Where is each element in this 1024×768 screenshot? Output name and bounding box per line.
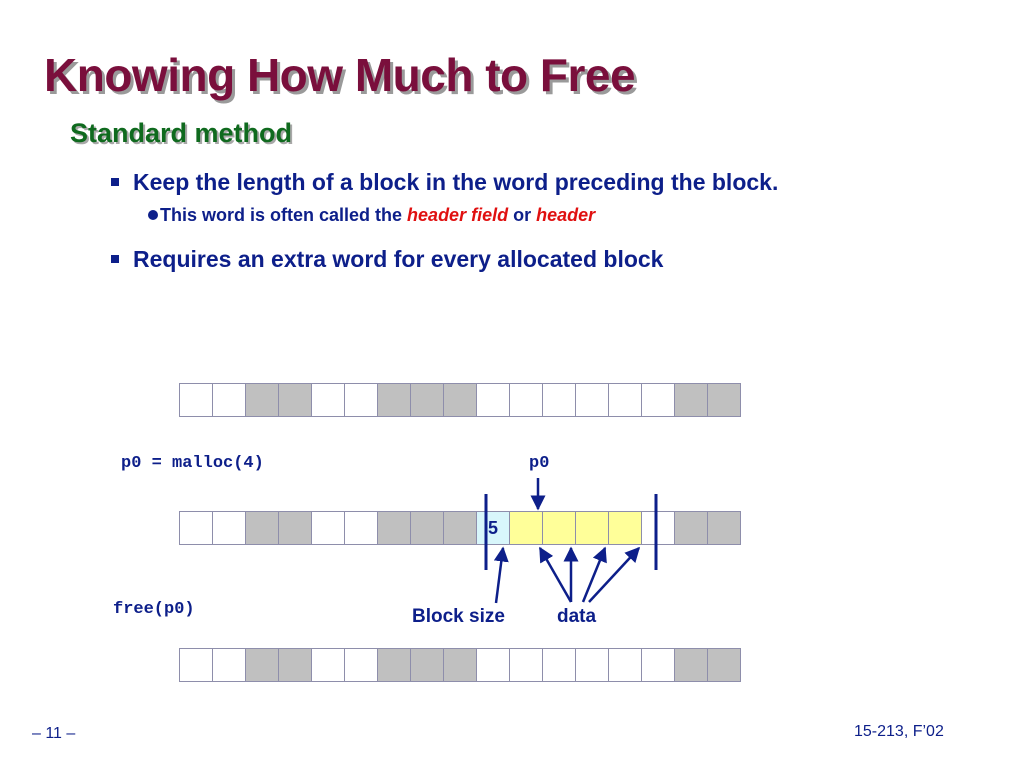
sub-bullet-prefix: This word is often called the [160,205,408,225]
memory-word-header: 5 [476,511,510,545]
header-term: header [536,205,596,225]
bullet-text: Requires an extra word for every allocated block [133,246,664,272]
header-field-term: header field [407,205,509,225]
slide-subtitle: Standard method [70,118,293,148]
free-call: free(p0) [113,600,195,619]
page-number: – 11 – [32,725,76,742]
course-label: 15-213, F’02 [854,723,944,740]
data-label: data [557,606,597,627]
data-arrow-1 [540,548,571,602]
data-arrow-3 [583,548,605,602]
sub-bullet-or: or [508,205,537,225]
block-size-arrow [496,548,503,603]
p0-pointer-label: p0 [529,454,550,473]
block-size-label: Block size [412,606,505,627]
malloc-call: p0 = malloc(4) [121,454,264,473]
data-arrow-4 [589,548,639,602]
bullet-text: Keep the length of a block in the word preceding the block. [133,169,779,195]
slide-title: Knowing How Much to Free [44,49,636,101]
